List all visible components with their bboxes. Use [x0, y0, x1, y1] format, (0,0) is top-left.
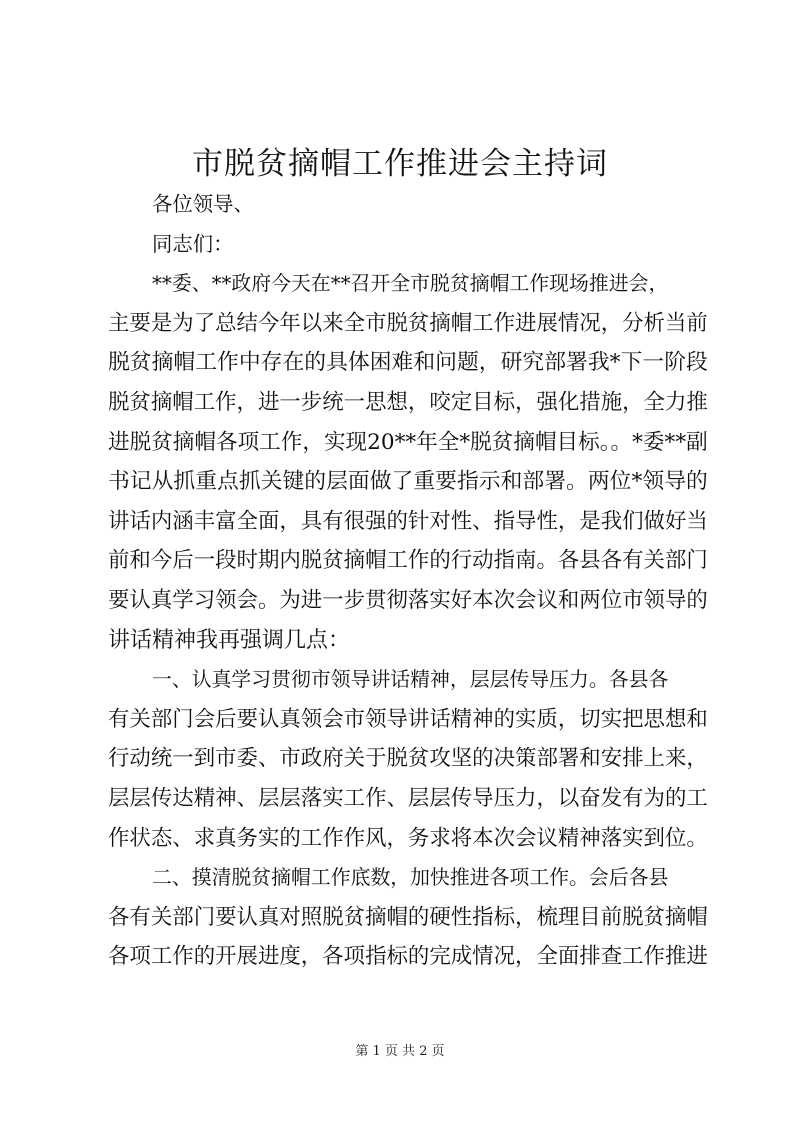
text-line: 脱贫摘帽工作，进一步统一思想，咬定目标，强化措施，全力推 [108, 389, 708, 415]
page-footer: 第 1 页 共 2 页 [355, 1044, 445, 1059]
text-line: 前和今后一段时期内脱贫摘帽工作的行动指南。各县各有关部门 [108, 548, 708, 574]
text-line: 行动统一到市委、市政府关于脱贫攻坚的决策部署和安排上来， [108, 746, 708, 772]
text-line: 脱贫摘帽工作中存在的具体困难和问题，研究部署我*下一阶段 [108, 350, 708, 376]
text-line: 各位领导、 [152, 192, 254, 216]
text-line: 各有关部门要认真对照脱贫摘帽的硬性指标，梳理目前脱贫摘帽 [108, 904, 708, 930]
text-line: 二、摸清脱贫摘帽工作底数，加快推进各项工作。会后各县 [152, 866, 669, 890]
text-line: 进脱贫摘帽各项工作，实现20**年全*脱贫摘帽目标。。*委**副 [108, 429, 708, 455]
text-line: 一、认真学习贯彻市领导讲话精神，层层传导压力。各县各 [152, 668, 669, 692]
text-line: 有关部门会后要认真领会市领导讲话精神的实质，切实把思想和 [108, 706, 708, 732]
text-line: 各项工作的开展进度，各项指标的完成情况，全面排查工作推进 [108, 944, 708, 970]
text-line: 要认真学习领会。为进一步贯彻落实好本次会议和两位市领导的 [108, 587, 708, 613]
document-body [108, 185, 708, 977]
text-line: 同志们： [152, 231, 234, 256]
text-line: 主要是为了总结今年以来全市脱贫摘帽工作进展情况，分析当前 [108, 310, 708, 336]
document-title: 市脱贫摘帽工作推进会主持词 [192, 146, 608, 182]
text-line: 作状态、求真务实的工作作风，务求将本次会议精神落实到位。 [108, 825, 708, 851]
text-line: 书记从抓重点抓关键的层面做了重要指示和部署。两位*领导的 [108, 469, 708, 495]
text-line: **委、**政府今天在**召开全市脱贫摘帽工作现场推进会， [152, 272, 669, 296]
text-line: 讲话内涵丰富全面，具有很强的针对性、指导性，是我们做好当 [108, 508, 708, 534]
text-line: 层层传达精神、层层落实工作、层层传导压力，以奋发有为的工 [108, 785, 708, 811]
text-line: 讲话精神我再强调几点： [108, 627, 351, 653]
